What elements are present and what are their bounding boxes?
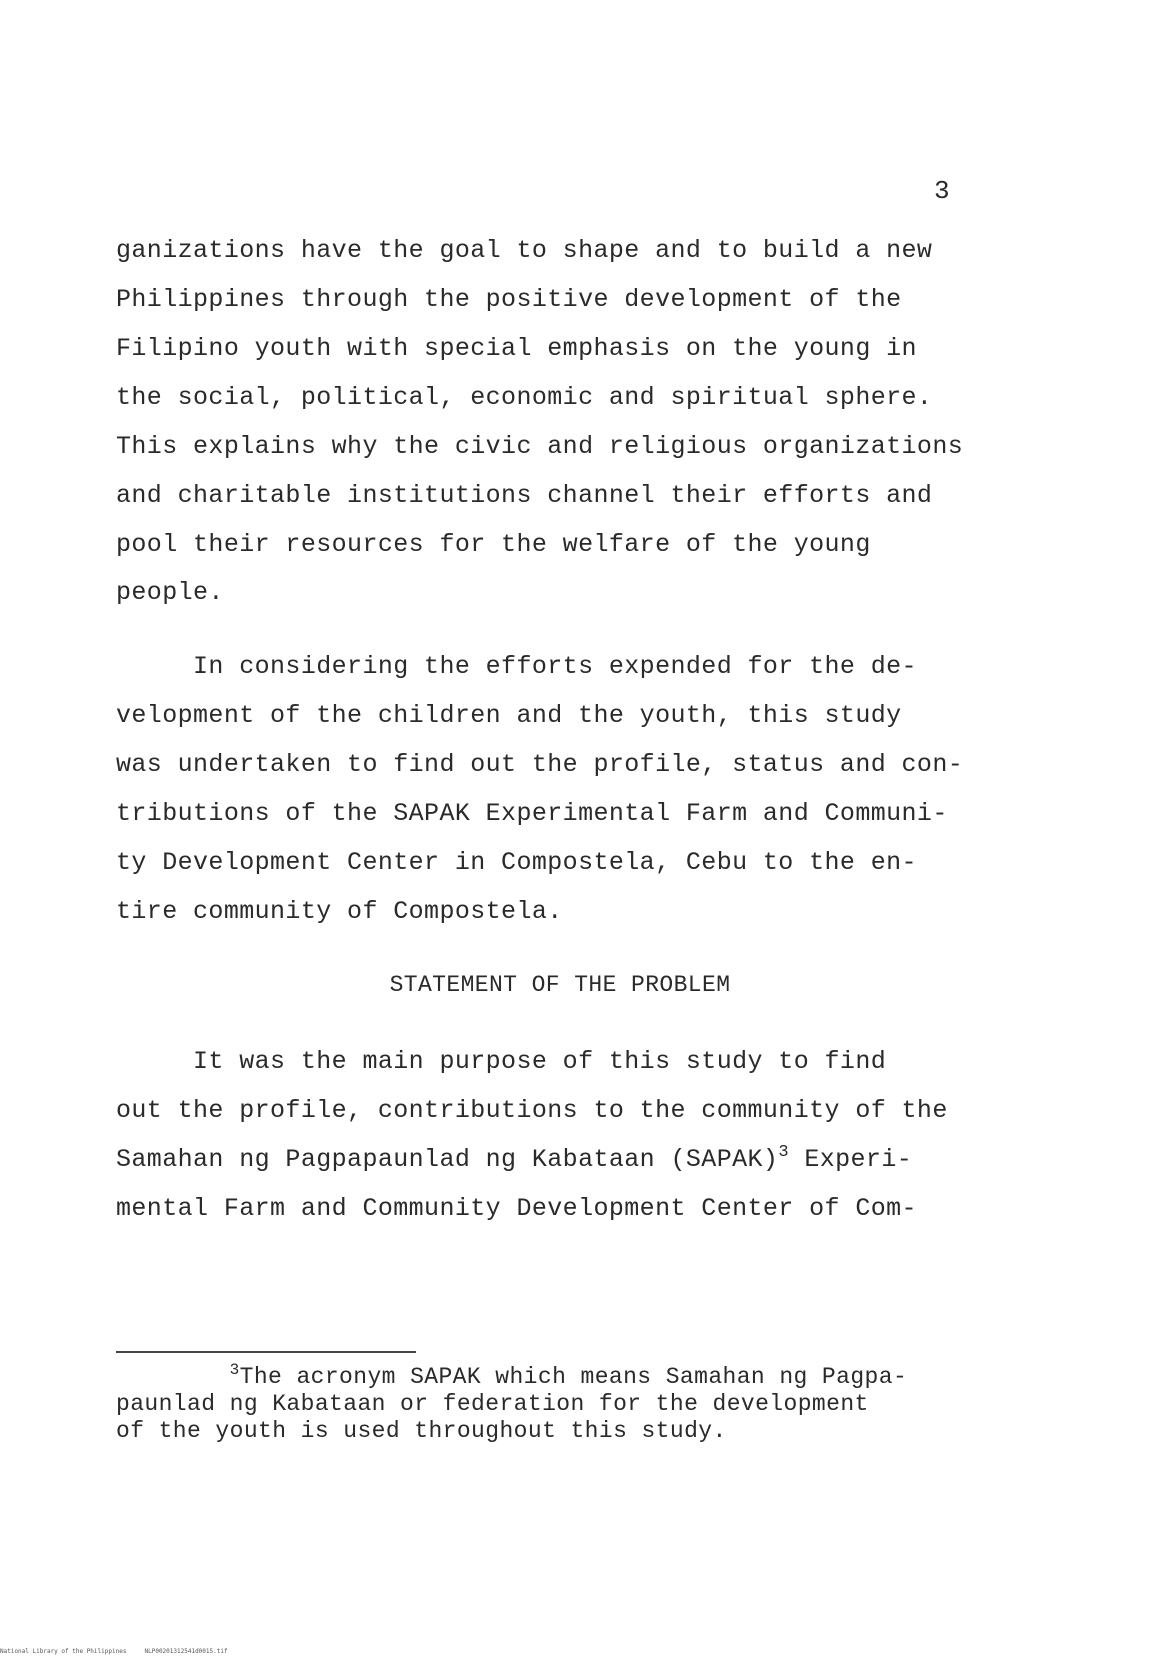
section-heading: STATEMENT OF THE PROBLEM <box>389 972 731 998</box>
body-line: This explains why the civic and religious organizations <box>116 432 964 461</box>
body-line: pool their resources for the welfare of the young <box>116 530 871 559</box>
body-line: and charitable institutions channel their efforts and <box>116 481 933 510</box>
body-line: Philippines through the positive development of the <box>116 285 902 314</box>
body-line: In considering the efforts expended for the de- <box>116 652 917 681</box>
body-line: mental Farm and Community Development Center of Com- <box>116 1194 917 1223</box>
body-line: tributions of the SAPAK Experimental Farm and Communi- <box>116 799 948 828</box>
body-line <box>116 1145 912 1174</box>
body-line: velopment of the children and the youth, this study <box>116 701 902 730</box>
page-number: 3 <box>934 176 950 206</box>
body-line: ty Development Center in Compostela, Cebu to the en- <box>116 848 917 877</box>
footnote-reference: 3 <box>778 1143 789 1162</box>
footnote-line: paunlad ng Kabataan or federation for the development <box>116 1391 869 1417</box>
library-strip: National Library of the Philippines NLP00201312541d0015.tif <box>0 1648 228 1655</box>
footnote-text: The acronym SAPAK which means Samahan ng Pagpa- <box>239 1364 908 1390</box>
body-line: was undertaken to find out the profile, status and con- <box>116 750 964 779</box>
body-line: out the profile, contributions to the community of the <box>116 1096 948 1125</box>
footnote-line <box>116 1361 908 1390</box>
body-line: tire community of Compostela. <box>116 897 563 926</box>
body-text: Samahan ng Pagpapaunlad ng Kabataan (SAPAK) <box>116 1145 779 1174</box>
body-line: people. <box>116 578 224 607</box>
body-line: the social, political, economic and spiritual sphere. <box>116 383 933 412</box>
footnote-line: of the youth is used throughout this study. <box>116 1418 727 1444</box>
body-text: Experi- <box>788 1145 913 1174</box>
body-line: It was the main purpose of this study to find <box>116 1047 887 1076</box>
body-line: ganizations have the goal to shape and to build a new <box>116 236 933 265</box>
footnote-rule <box>116 1351 416 1353</box>
footnote-marker: 3 <box>229 1361 240 1379</box>
body-line: Filipino youth with special emphasis on the young in <box>116 334 917 363</box>
